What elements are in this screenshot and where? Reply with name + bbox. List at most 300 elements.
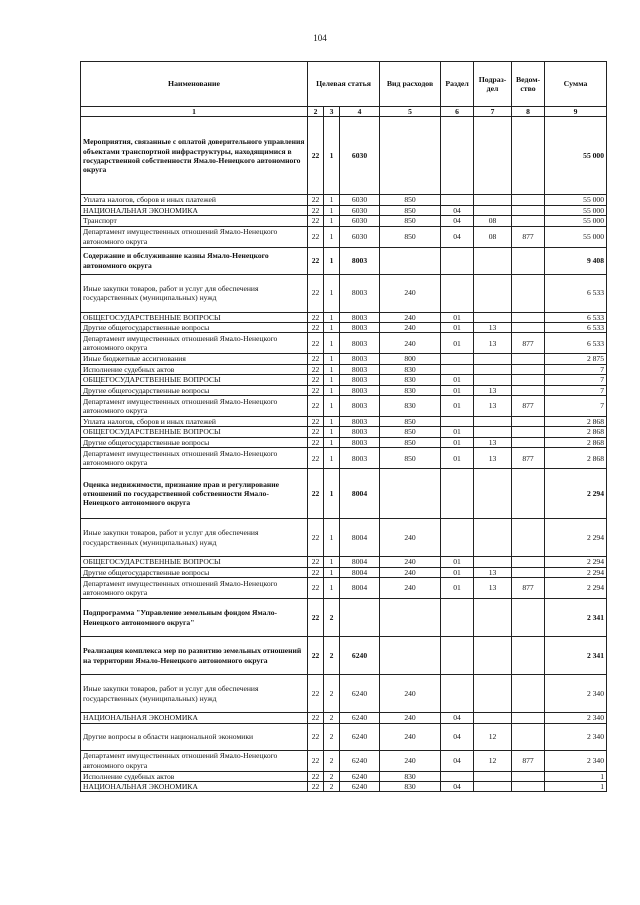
row-expense-type: 240 [380,312,441,322]
row-target-program: 22 [308,312,324,322]
row-name: Исполнение судебных актов [81,364,308,374]
row-target-code: 8004 [340,578,380,599]
row-section: 04 [441,713,474,723]
row-department [512,675,545,713]
row-name: Департамент имущественных отношений Ямало-Ненецкого автономного округа [81,396,308,417]
row-target-code: 6240 [340,781,380,791]
row-department: 877 [512,333,545,354]
row-subsection: 13 [474,567,512,577]
row-subsection [474,274,512,312]
row-target-program: 22 [308,750,324,771]
row-name: Другие общегосударственные вопросы [81,437,308,447]
row-department [512,567,545,577]
row-target-program: 22 [308,385,324,395]
col-number: 1 [81,107,308,117]
row-amount: 2 294 [545,567,607,577]
row-amount: 2 340 [545,723,607,750]
row-target-code: 6030 [340,117,380,195]
row-target-subprogram: 1 [324,117,340,195]
row-name: Иные закупки товаров, работ и услуг для обеспечения государственных (муниципальных) нужд [81,519,308,557]
row-target-code [340,599,380,637]
row-amount: 2 868 [545,448,607,469]
row-section [441,364,474,374]
row-name: Мероприятия, связанные с оплатой доверительного управления объектами транспортной инфраструктуры, находящимися в государственной собственности Ямало-Ненецкого автономного округа [81,117,308,195]
row-section: 01 [441,312,474,322]
row-amount: 2 340 [545,713,607,723]
row-target-subprogram: 1 [324,375,340,385]
row-amount: 55 000 [545,117,607,195]
row-subsection: 12 [474,723,512,750]
row-department [512,216,545,226]
row-subsection: 08 [474,216,512,226]
row-target-program: 22 [308,375,324,385]
row-section [441,637,474,675]
row-expense-type [380,637,441,675]
row-expense-type: 850 [380,417,441,427]
row-target-code: 6030 [340,205,380,215]
row-target-subprogram: 1 [324,519,340,557]
row-department [512,364,545,374]
row-name: ОБЩЕГОСУДАРСТВЕННЫЕ ВОПРОСЫ [81,375,308,385]
col-number: 4 [340,107,380,117]
row-department [512,417,545,427]
row-department [512,117,545,195]
row-target-code: 8004 [340,469,380,519]
row-expense-type: 850 [380,205,441,215]
col-number: 8 [512,107,545,117]
col-number: 7 [474,107,512,117]
row-target-code: 8003 [340,437,380,447]
table-row [81,427,607,437]
row-department [512,354,545,364]
row-target-program: 22 [308,637,324,675]
row-section: 04 [441,750,474,771]
row-section [441,195,474,205]
row-expense-type: 240 [380,333,441,354]
row-amount: 2 294 [545,578,607,599]
row-name: Транспорт [81,216,308,226]
row-target-subprogram: 2 [324,675,340,713]
row-section: 04 [441,216,474,226]
row-subsection [474,354,512,364]
row-amount: 6 533 [545,274,607,312]
row-target-program: 22 [308,578,324,599]
row-name: НАЦИОНАЛЬНАЯ ЭКОНОМИКА [81,781,308,791]
row-subsection [474,637,512,675]
table-row [81,333,607,354]
header-subsection: Подраз-дел [474,62,512,107]
row-expense-type: 830 [380,396,441,417]
row-expense-type: 800 [380,354,441,364]
row-expense-type: 850 [380,437,441,447]
row-name: НАЦИОНАЛЬНАЯ ЭКОНОМИКА [81,205,308,215]
row-section: 01 [441,323,474,333]
row-expense-type [380,117,441,195]
row-department [512,599,545,637]
row-amount: 55 000 [545,195,607,205]
row-subsection: 13 [474,333,512,354]
col-number: 9 [545,107,607,117]
row-subsection [474,427,512,437]
row-target-program: 22 [308,323,324,333]
row-amount: 55 000 [545,226,607,247]
row-target-code: 8003 [340,274,380,312]
row-subsection [474,519,512,557]
row-section: 01 [441,427,474,437]
row-section: 04 [441,723,474,750]
row-subsection [474,375,512,385]
row-amount: 1 [545,781,607,791]
row-amount: 2 294 [545,519,607,557]
row-target-subprogram: 1 [324,274,340,312]
row-name: Другие общегосударственные вопросы [81,567,308,577]
row-subsection: 13 [474,437,512,447]
row-target-subprogram: 1 [324,226,340,247]
row-target-code: 8003 [340,312,380,322]
row-expense-type: 850 [380,226,441,247]
row-subsection: 12 [474,750,512,771]
row-expense-type: 830 [380,385,441,395]
row-amount: 2 875 [545,354,607,364]
row-expense-type: 850 [380,427,441,437]
row-subsection [474,117,512,195]
row-name: ОБЩЕГОСУДАРСТВЕННЫЕ ВОПРОСЫ [81,557,308,567]
row-expense-type: 240 [380,723,441,750]
row-department [512,771,545,781]
row-target-code: 8003 [340,385,380,395]
row-target-program: 22 [308,274,324,312]
row-target-program: 22 [308,771,324,781]
header-amount: Сумма [545,62,607,107]
header-section: Раздел [441,62,474,107]
row-section: 01 [441,396,474,417]
table-row [81,637,607,675]
row-target-code: 6240 [340,675,380,713]
row-target-code: 8003 [340,323,380,333]
row-target-subprogram: 2 [324,599,340,637]
row-target-subprogram: 2 [324,637,340,675]
row-amount: 55 000 [545,216,607,226]
table-row [81,312,607,322]
row-subsection [474,312,512,322]
table-row [81,578,607,599]
row-expense-type: 240 [380,578,441,599]
row-section [441,519,474,557]
row-subsection: 13 [474,578,512,599]
row-amount: 2 340 [545,750,607,771]
row-target-code: 8004 [340,519,380,557]
row-target-program: 22 [308,427,324,437]
row-subsection [474,205,512,215]
column-number-row [81,107,607,117]
row-department [512,195,545,205]
row-department: 877 [512,448,545,469]
row-name: Уплата налогов, сборов и иных платежей [81,417,308,427]
row-target-subprogram: 1 [324,385,340,395]
row-expense-type: 850 [380,195,441,205]
col-number: 2 [308,107,324,117]
row-expense-type: 830 [380,781,441,791]
row-expense-type: 850 [380,448,441,469]
table-row [81,723,607,750]
row-amount: 6 533 [545,312,607,322]
row-target-subprogram: 1 [324,323,340,333]
row-target-program: 22 [308,437,324,447]
row-target-code: 8003 [340,364,380,374]
row-expense-type: 240 [380,713,441,723]
row-target-subprogram: 1 [324,417,340,427]
row-target-program: 22 [308,675,324,713]
table-row [81,599,607,637]
row-target-subprogram: 1 [324,364,340,374]
row-name: НАЦИОНАЛЬНАЯ ЭКОНОМИКА [81,713,308,723]
row-amount: 55 000 [545,205,607,215]
row-target-subprogram: 1 [324,427,340,437]
header-department: Ведом-ство [512,62,545,107]
row-subsection: 13 [474,396,512,417]
table-row [81,226,607,247]
header-row [81,62,607,107]
row-section [441,274,474,312]
row-target-code: 8003 [340,247,380,274]
row-amount: 2 294 [545,469,607,519]
header-target-article: Целевая статья [308,62,380,107]
row-target-code: 8004 [340,557,380,567]
row-target-code: 6030 [340,195,380,205]
row-section: 01 [441,375,474,385]
row-target-subprogram: 2 [324,750,340,771]
row-amount: 6 533 [545,323,607,333]
col-number: 5 [380,107,441,117]
row-target-program: 22 [308,226,324,247]
row-target-code: 6240 [340,750,380,771]
row-section: 01 [441,557,474,567]
row-target-program: 22 [308,713,324,723]
row-department [512,274,545,312]
table-row [81,323,607,333]
row-target-program: 22 [308,469,324,519]
row-department: 877 [512,226,545,247]
row-expense-type: 240 [380,675,441,713]
row-target-subprogram: 1 [324,333,340,354]
row-amount: 6 533 [545,333,607,354]
row-name: ОБЩЕГОСУДАРСТВЕННЫЕ ВОПРОСЫ [81,427,308,437]
row-amount: 2 868 [545,427,607,437]
row-target-subprogram: 2 [324,713,340,723]
row-target-program: 22 [308,205,324,215]
row-subsection: 13 [474,385,512,395]
row-department: 877 [512,396,545,417]
row-expense-type: 240 [380,274,441,312]
row-name: Другие общегосударственные вопросы [81,323,308,333]
row-target-program: 22 [308,117,324,195]
row-target-program: 22 [308,195,324,205]
table-row [81,557,607,567]
table-row [81,354,607,364]
row-expense-type: 240 [380,750,441,771]
row-target-code: 8003 [340,354,380,364]
row-subsection [474,557,512,567]
row-department [512,385,545,395]
table-row [81,519,607,557]
table-row [81,713,607,723]
row-target-program: 22 [308,448,324,469]
col-number: 3 [324,107,340,117]
row-expense-type: 240 [380,323,441,333]
row-target-program: 22 [308,333,324,354]
row-expense-type [380,469,441,519]
row-amount: 2 868 [545,417,607,427]
header-expense-type: Вид расходов [380,62,441,107]
row-amount: 2 340 [545,675,607,713]
row-name: Департамент имущественных отношений Ямало-Ненецкого автономного округа [81,448,308,469]
row-target-program: 22 [308,567,324,577]
row-name: ОБЩЕГОСУДАРСТВЕННЫЕ ВОПРОСЫ [81,312,308,322]
row-name: Уплата налогов, сборов и иных платежей [81,195,308,205]
row-section [441,771,474,781]
row-department [512,427,545,437]
table-body [81,117,607,792]
row-section [441,675,474,713]
row-subsection [474,364,512,374]
row-name: Иные бюджетные ассигнования [81,354,308,364]
row-name: Исполнение судебных актов [81,771,308,781]
row-expense-type [380,599,441,637]
row-department: 877 [512,750,545,771]
row-expense-type: 830 [380,375,441,385]
table-row [81,117,607,195]
row-target-subprogram: 1 [324,354,340,364]
row-name: Содержание и обслуживание казны Ямало-Ненецкого автономного округа [81,247,308,274]
row-target-subprogram: 1 [324,469,340,519]
row-amount: 2 341 [545,637,607,675]
row-target-code: 8003 [340,396,380,417]
row-subsection [474,417,512,427]
row-expense-type: 830 [380,771,441,781]
table-row [81,396,607,417]
row-target-subprogram: 2 [324,781,340,791]
table-row [81,205,607,215]
row-section [441,599,474,637]
header-name: Наименование [81,62,308,107]
row-target-code: 6240 [340,713,380,723]
row-department [512,557,545,567]
row-section: 01 [441,578,474,599]
table-row [81,469,607,519]
table-row [81,567,607,577]
row-section [441,469,474,519]
row-amount: 7 [545,364,607,374]
row-department [512,781,545,791]
row-target-program: 22 [308,519,324,557]
row-target-program: 22 [308,216,324,226]
table-row [81,364,607,374]
row-department [512,637,545,675]
row-section: 04 [441,781,474,791]
row-target-code: 6030 [340,216,380,226]
row-department [512,469,545,519]
row-amount: 2 294 [545,557,607,567]
row-target-code: 6240 [340,723,380,750]
row-target-code: 6030 [340,226,380,247]
row-name: Иные закупки товаров, работ и услуг для обеспечения государственных (муниципальных) нужд [81,675,308,713]
table-row [81,771,607,781]
row-section [441,354,474,364]
row-target-subprogram: 1 [324,312,340,322]
row-department [512,375,545,385]
row-amount: 7 [545,385,607,395]
row-section [441,417,474,427]
row-subsection: 08 [474,226,512,247]
row-target-subprogram: 2 [324,723,340,750]
row-target-program: 22 [308,417,324,427]
table-row [81,195,607,205]
row-department [512,713,545,723]
row-department: 877 [512,578,545,599]
row-subsection [474,771,512,781]
row-expense-type: 240 [380,567,441,577]
row-target-subprogram: 1 [324,557,340,567]
col-number: 6 [441,107,474,117]
row-name: Другие вопросы в области национальной экономики [81,723,308,750]
row-target-subprogram: 1 [324,567,340,577]
row-department [512,519,545,557]
row-section [441,117,474,195]
table-row [81,385,607,395]
table-row [81,448,607,469]
row-subsection [474,599,512,637]
page-number: 104 [313,33,327,43]
row-expense-type: 240 [380,557,441,567]
row-target-code: 8003 [340,375,380,385]
table-row [81,437,607,447]
row-target-subprogram: 1 [324,448,340,469]
row-amount: 2 868 [545,437,607,447]
row-target-program: 22 [308,364,324,374]
row-target-code: 6240 [340,637,380,675]
table-row [81,417,607,427]
table-row [81,675,607,713]
row-amount: 7 [545,375,607,385]
row-section: 01 [441,385,474,395]
row-target-code: 8004 [340,567,380,577]
row-name: Другие общегосударственные вопросы [81,385,308,395]
row-target-subprogram: 1 [324,578,340,599]
table-row [81,216,607,226]
row-department [512,323,545,333]
table-row [81,274,607,312]
table-row [81,247,607,274]
row-name: Подпрограмма "Управление земельным фондом Ямало-Ненецкого автономного округа" [81,599,308,637]
row-amount: 1 [545,771,607,781]
row-target-subprogram: 1 [324,247,340,274]
row-section: 01 [441,437,474,447]
row-name: Департамент имущественных отношений Ямало-Ненецкого автономного округа [81,578,308,599]
row-target-program: 22 [308,247,324,274]
row-department [512,437,545,447]
row-subsection [474,675,512,713]
row-target-subprogram: 1 [324,396,340,417]
row-target-code: 8003 [340,333,380,354]
row-section: 01 [441,333,474,354]
row-target-code: 8003 [340,427,380,437]
row-subsection [474,469,512,519]
row-amount: 9 408 [545,247,607,274]
row-target-code: 8003 [340,448,380,469]
row-expense-type [380,247,441,274]
row-target-subprogram: 1 [324,205,340,215]
row-target-code: 6240 [340,771,380,781]
